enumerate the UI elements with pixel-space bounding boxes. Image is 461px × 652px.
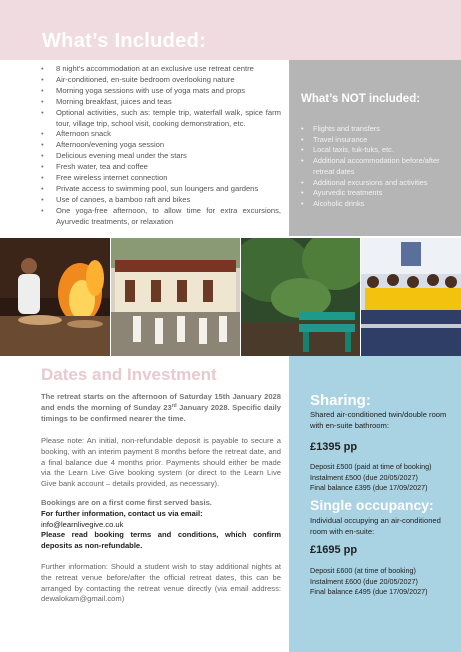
list-item: • Local taxis, tuk-tuks, etc. — [301, 145, 459, 156]
retreat-dates-sup: rd — [171, 402, 177, 409]
retreat-dates-text — [41, 392, 281, 424]
sharing-desc: Shared air-conditioned twin/double room with en-suite bathroom: — [310, 410, 447, 430]
single-payments — [310, 566, 458, 598]
cooking-photo — [0, 238, 110, 356]
list-item: • Use of canoes, a bamboo raft and bikes — [41, 195, 281, 206]
first-come-text: Bookings are on a first come first served basis. — [41, 498, 212, 507]
sharing-payments — [310, 462, 458, 494]
payment-line: Instalment £500 (due 20/05/2027) — [310, 472, 418, 482]
not-included-title: What’s NOT included: — [301, 93, 421, 105]
list-item: • Optional activities, such as: temple trip, waterfall walk, spice farm tour, village trip, school visit, cooking demonstration, etc. — [41, 108, 281, 130]
garden-bench-photo — [241, 238, 360, 356]
list-item: • Air-conditioned, en-suite bedroom overlooking nature — [41, 75, 281, 86]
list-item: • Free wireless internet connection — [41, 173, 281, 184]
list-item: • Ayurvedic treatments — [301, 188, 459, 199]
temple-drummers-photo — [111, 238, 240, 356]
list-item: • Delicious evening meal under the stars — [41, 151, 281, 162]
payment-line: Deposit £500 (paid at time of booking) — [310, 462, 432, 471]
single-title: Single occupancy: — [310, 497, 434, 513]
included-list — [41, 64, 281, 228]
retreat-dates-a: The retreat starts on the afternoon of Saturday 15th January 2028 and ends the morning of Sunday 23 — [41, 392, 281, 412]
payment-line: Final balance £395 (due 17/09/2027) — [310, 483, 428, 493]
payment-note: Please note: An initial, non-refundable deposit is payable to secure a booking, with an interim payment 8 months before the retreat date, and a final balance due 4 months prior. Payments should either be made via the Learn Live Give booking system (or direct to the Learn Live Give bank account – details provided, as necessary). — [41, 436, 281, 489]
list-item: • Afternoon snack — [41, 129, 281, 140]
booking-info — [41, 498, 281, 552]
list-item: • Flights and transfers — [301, 124, 459, 135]
sharing-title: Sharing: — [310, 392, 371, 409]
list-item: • Additional accommodation before/after retreat dates — [301, 156, 459, 177]
list-item: • One yoga-free afternoon, to allow time for extra excursions, Ayurvedic treatments, or relaxation — [41, 206, 281, 228]
list-item: • Alcoholic drinks — [301, 199, 459, 210]
dates-title: Dates and Investment — [41, 365, 217, 384]
further-info: Further information: Should a student wish to stay additional nights at the retreat venue before/after the official retreat dates, this can be arranged by contacting the retreat venue directly (via email address: dewalokam@gmail.com) — [41, 562, 281, 604]
list-item: • 8 night’s accommodation at an exclusive use retreat centre — [41, 64, 281, 75]
list-item: • Additional excursions and activities — [301, 178, 459, 189]
school-children-photo — [361, 238, 461, 356]
payment-line: Deposit £600 (at time of booking) — [310, 566, 416, 575]
retreat-dates-b: January 2028. Specific daily timings to be confirmed nearer the time. — [41, 402, 282, 423]
sharing-price: £1395 pp — [310, 441, 358, 453]
payment-line: Final balance £495 (due 17/09/2027) — [310, 587, 428, 597]
single-desc: Individual occupying an air-conditioned room with en-suite: — [310, 516, 441, 536]
list-item: • Fresh water, tea and coffee — [41, 162, 281, 173]
included-title: What’s Included: — [42, 30, 207, 52]
email-link[interactable]: info@learnlivegive.co.uk — [41, 519, 124, 529]
contact-text: For further information, contact us via email: — [41, 508, 203, 518]
list-item: • Travel insurance — [301, 135, 459, 146]
list-item: • Morning yoga sessions with use of yoga mats and props — [41, 86, 281, 97]
list-item: • Afternoon/evening yoga session — [41, 140, 281, 151]
list-item: • Morning breakfast, juices and teas — [41, 97, 281, 108]
not-included-list — [301, 124, 459, 210]
payment-line: Instalment £600 (due 20/05/2027) — [310, 576, 418, 586]
terms-text: Please read booking terms and conditions, which confirm deposits as non-refundable. — [41, 530, 281, 551]
single-price: £1695 pp — [310, 544, 358, 556]
list-item: • Private access to swimming pool, sun loungers and gardens — [41, 184, 281, 195]
